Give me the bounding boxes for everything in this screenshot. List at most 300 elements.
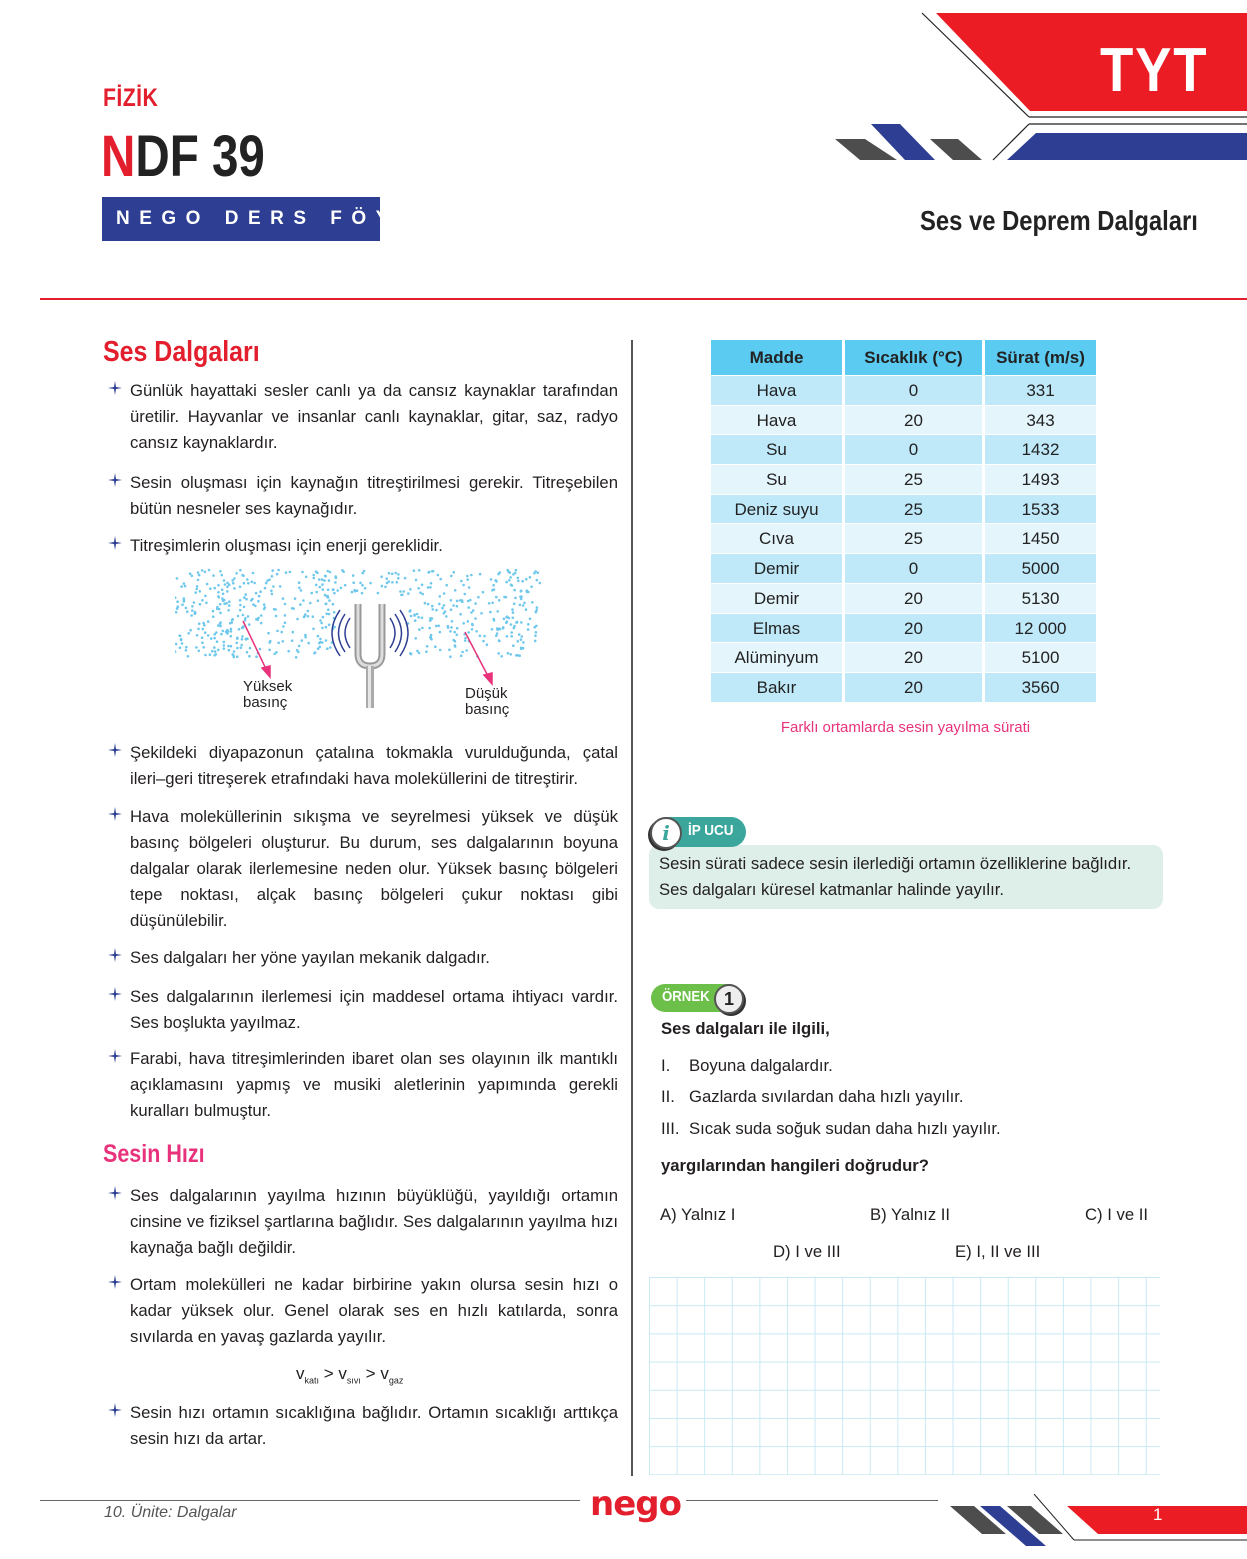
- air-molecule: [508, 579, 511, 582]
- table-cell: Su: [711, 434, 842, 464]
- air-molecule: [421, 627, 424, 630]
- air-molecule: [427, 571, 430, 574]
- air-molecule: [315, 584, 318, 587]
- booklet-code: [101, 124, 265, 189]
- table-cell: 0: [845, 553, 982, 583]
- publisher-logo: nego: [590, 1484, 681, 1524]
- air-molecule: [207, 620, 210, 623]
- air-molecule: [207, 634, 210, 637]
- air-molecule: [320, 622, 323, 625]
- air-molecule: [492, 618, 495, 621]
- air-molecule: [414, 619, 417, 622]
- air-molecule: [215, 631, 218, 634]
- air-molecule: [264, 587, 267, 590]
- air-molecule: [498, 599, 501, 602]
- air-molecule: [434, 645, 437, 648]
- air-molecule: [518, 654, 521, 657]
- air-molecule: [424, 602, 427, 605]
- air-molecule: [496, 610, 499, 613]
- air-molecule: [180, 639, 183, 642]
- air-molecule: [223, 602, 226, 605]
- air-molecule: [324, 603, 327, 606]
- air-molecule: [498, 571, 501, 574]
- air-molecule: [238, 628, 241, 631]
- air-molecule: [401, 594, 404, 597]
- air-molecule: [209, 587, 212, 590]
- air-molecule: [536, 606, 539, 609]
- air-molecule: [418, 628, 421, 631]
- air-molecule: [239, 604, 242, 607]
- air-molecule: [307, 615, 310, 618]
- air-molecule: [267, 632, 270, 635]
- air-molecule: [276, 630, 279, 633]
- air-molecule: [413, 569, 416, 572]
- air-molecule: [190, 614, 193, 617]
- air-molecule: [298, 581, 301, 584]
- statement-text: Sıcak suda soğuk sudan daha hızlı yayılır.: [689, 1119, 1001, 1138]
- air-molecule: [506, 569, 509, 572]
- air-molecule: [510, 623, 513, 626]
- air-molecule: [431, 605, 434, 608]
- air-molecule: [258, 595, 261, 598]
- air-molecule: [217, 649, 220, 652]
- air-molecule: [201, 569, 204, 572]
- air-molecule: [217, 591, 220, 594]
- air-molecule: [431, 617, 434, 620]
- air-molecule: [322, 616, 325, 619]
- air-molecule: [450, 599, 453, 602]
- bullet-text: Farabi, hava titreşimlerinden ibaret olan ses olayının ilk mantıklı açıklamasını yapmış ve musiki aletlerinin yapımında gerekli kuralları bulmuştur.: [130, 1049, 618, 1120]
- air-molecule: [497, 652, 500, 655]
- air-molecule: [184, 585, 187, 588]
- air-molecule: [509, 653, 512, 656]
- air-molecule: [233, 650, 236, 653]
- air-molecule: [456, 627, 459, 630]
- air-molecule: [242, 614, 245, 617]
- choice-c[interactable]: C) I ve II: [1085, 1205, 1149, 1224]
- air-molecule: [197, 571, 200, 574]
- air-molecule: [471, 624, 474, 627]
- air-molecule: [239, 586, 242, 589]
- air-molecule: [248, 655, 251, 658]
- air-molecule: [176, 607, 179, 610]
- air-molecule: [529, 576, 532, 579]
- air-molecule: [179, 646, 182, 649]
- choice-e[interactable]: E) I, II ve III: [955, 1242, 1041, 1261]
- table-cell: 0: [845, 434, 982, 464]
- air-molecule: [221, 589, 224, 592]
- air-molecule: [430, 634, 433, 637]
- table-cell: 1450: [985, 523, 1096, 553]
- label-line: basınç: [465, 701, 510, 718]
- air-molecule: [328, 579, 331, 582]
- bullet-item: [108, 740, 618, 792]
- air-molecule: [327, 608, 330, 611]
- air-molecule: [421, 584, 424, 587]
- air-molecule: [298, 645, 301, 648]
- air-molecule: [176, 600, 179, 603]
- air-molecule: [242, 575, 245, 578]
- statement-2: [661, 1087, 964, 1107]
- air-molecule: [213, 637, 216, 640]
- air-molecule: [277, 642, 280, 645]
- air-molecule: [418, 652, 421, 655]
- air-molecule: [472, 609, 475, 612]
- air-molecule: [304, 613, 307, 616]
- table-cell: Alüminyum: [711, 642, 842, 672]
- air-molecule: [439, 649, 442, 652]
- air-molecule: [427, 603, 430, 606]
- air-molecule: [426, 645, 429, 648]
- air-molecule: [273, 608, 276, 611]
- bullet-text: Hava moleküllerinin sıkışma ve seyrelmesi yüksek ve düşük basınç bölgeleri oluşturur. Bu durum, ses dalgalarının boyuna dalgalar olarak ilerlemesine neden olur. Yüksek basınç bölgeleri tepe noktası, alçak basınç bölgeleri çukur noktası gibi düşünülebilir.: [130, 807, 618, 930]
- air-molecule: [219, 612, 222, 615]
- subject-label: FİZİK: [103, 84, 159, 112]
- air-molecule: [333, 626, 336, 629]
- air-molecule: [482, 591, 485, 594]
- choice-d[interactable]: D) I ve III: [773, 1242, 841, 1261]
- air-molecule: [210, 637, 213, 640]
- statement-3: [661, 1119, 1001, 1139]
- bullet-text: Sesin hızı ortamın sıcaklığına bağlıdır. Ortamın sıcaklığı arttıkça sesin hızı da artar.: [130, 1403, 618, 1448]
- header-divider: [40, 298, 1247, 300]
- air-molecule: [300, 589, 303, 592]
- air-molecule: [312, 628, 315, 631]
- air-molecule: [223, 644, 226, 647]
- air-molecule: [520, 621, 523, 624]
- air-molecule: [284, 614, 287, 617]
- stripe-gray-1: [835, 139, 897, 160]
- air-molecule: [491, 628, 494, 631]
- air-molecule: [208, 569, 211, 572]
- air-molecule: [175, 596, 177, 599]
- table-cell: Cıva: [711, 523, 842, 553]
- bullet-item: [108, 1046, 618, 1124]
- air-molecule: [512, 617, 515, 620]
- air-molecule: [537, 571, 540, 574]
- table-cell: 1493: [985, 464, 1096, 494]
- air-molecule: [301, 571, 304, 574]
- table-row: [711, 642, 1099, 672]
- label-line: Düşük: [465, 685, 508, 702]
- air-molecule: [274, 653, 277, 656]
- example-number: 1: [714, 984, 744, 1014]
- air-molecule: [197, 579, 200, 582]
- air-molecule: [431, 608, 434, 611]
- air-molecule: [430, 638, 433, 641]
- air-molecule: [454, 645, 457, 648]
- table-header-cell: Sürat (m/s): [985, 340, 1096, 375]
- air-molecule: [512, 573, 515, 576]
- air-molecule: [520, 590, 523, 593]
- air-molecule: [352, 581, 355, 584]
- air-molecule: [244, 619, 247, 622]
- bullet-item: [108, 804, 618, 934]
- air-molecule: [451, 620, 454, 623]
- air-molecule: [527, 628, 530, 631]
- air-molecule: [369, 582, 372, 585]
- air-molecule: [203, 624, 206, 627]
- air-molecule: [282, 597, 285, 600]
- air-molecule: [242, 626, 245, 629]
- air-molecule: [435, 609, 438, 612]
- air-molecule: [271, 569, 274, 572]
- air-molecule: [271, 575, 274, 578]
- booklet-code-initial: N: [101, 124, 136, 189]
- air-molecule: [236, 647, 239, 650]
- table-cell: Demir: [711, 583, 842, 613]
- air-molecule: [332, 589, 335, 592]
- air-molecule: [191, 575, 194, 578]
- air-molecule: [289, 571, 292, 574]
- air-molecule: [388, 572, 391, 575]
- air-molecule: [511, 584, 514, 587]
- air-molecule: [265, 582, 268, 585]
- table-cell: Deniz suyu: [711, 494, 842, 524]
- air-molecule: [204, 654, 207, 657]
- air-molecule: [183, 582, 186, 585]
- air-molecule: [305, 576, 308, 579]
- air-molecule: [219, 603, 222, 606]
- star-bullet-icon: [108, 948, 122, 962]
- air-molecule: [466, 575, 469, 578]
- air-molecule: [513, 589, 516, 592]
- topic-title: Ses ve Deprem Dalgaları: [920, 205, 1198, 236]
- air-molecule: [329, 646, 332, 649]
- air-molecule: [464, 639, 467, 642]
- formula-v: v: [338, 1364, 347, 1383]
- air-molecule: [418, 569, 421, 572]
- air-molecule: [518, 633, 521, 636]
- bullet-item: [108, 533, 618, 559]
- banner-blue-band: [1007, 133, 1247, 160]
- air-molecule: [251, 581, 254, 584]
- air-molecule: [255, 618, 258, 621]
- tip-text: Sesin sürati sadece sesin ilerlediği ortamın özelliklerine bağlıdır. Ses dalgaları küresel katmanlar halinde yayılır.: [659, 854, 1132, 899]
- table-cell: 20: [845, 583, 982, 613]
- air-molecule: [328, 599, 331, 602]
- air-molecule: [431, 570, 434, 573]
- air-molecule: [456, 600, 459, 603]
- table-cell: 0: [845, 375, 982, 405]
- air-molecule: [233, 587, 236, 590]
- table-cell: Elmas: [711, 613, 842, 643]
- bullet-text: Ses dalgaları her yöne yayılan mekanik dalgadır.: [130, 948, 490, 967]
- air-molecule: [239, 569, 242, 572]
- air-molecule: [232, 654, 235, 657]
- air-molecule: [279, 585, 282, 588]
- air-molecule: [321, 627, 324, 630]
- formula-v: v: [296, 1364, 305, 1383]
- air-molecule: [539, 582, 542, 585]
- air-molecule: [325, 626, 328, 629]
- bullet-item: [108, 1183, 618, 1261]
- air-molecule: [271, 593, 274, 596]
- table-cell: Su: [711, 464, 842, 494]
- air-molecule: [259, 648, 262, 651]
- air-molecule: [514, 597, 517, 600]
- air-molecule: [474, 617, 477, 620]
- air-molecule: [511, 608, 514, 611]
- air-molecule: [292, 631, 295, 634]
- info-icon: [650, 817, 682, 849]
- air-molecule: [312, 574, 315, 577]
- air-molecule: [319, 619, 322, 622]
- air-molecule: [535, 611, 538, 614]
- air-molecule: [268, 641, 271, 644]
- table-row: [711, 613, 1099, 643]
- air-molecule: [291, 607, 294, 610]
- air-molecule: [407, 592, 410, 595]
- air-molecule: [220, 633, 223, 636]
- air-molecule: [480, 612, 483, 615]
- section-title-ses-dalgalari: Ses Dalgaları: [103, 336, 260, 368]
- air-molecule: [284, 603, 287, 606]
- air-molecule: [196, 585, 199, 588]
- statement-number: III.: [661, 1119, 680, 1138]
- air-molecule: [237, 615, 240, 618]
- air-molecule: [529, 618, 532, 621]
- air-molecule: [515, 569, 518, 572]
- air-molecule: [310, 592, 313, 595]
- label-line: Yüksek: [243, 678, 293, 695]
- air-molecule: [199, 603, 202, 606]
- air-molecule: [189, 572, 192, 575]
- air-molecule: [447, 626, 450, 629]
- air-molecule: [535, 631, 538, 634]
- air-molecule: [467, 606, 470, 609]
- air-molecule: [244, 593, 247, 596]
- air-molecule: [443, 592, 446, 595]
- air-molecule: [507, 652, 510, 655]
- air-molecule: [505, 581, 508, 584]
- bullet-text: Günlük hayattaki sesler canlı ya da cansız kaynaklar tarafından üretilir. Hayvanlar ve insanlar canlı kaynaklar, gitar, saz, radyo cansız kaynaklardır.: [130, 381, 618, 452]
- air-molecule: [465, 649, 468, 652]
- example-label: ÖRNEK: [662, 988, 710, 1005]
- air-molecule: [421, 617, 424, 620]
- air-molecule: [227, 645, 230, 648]
- table-row: [711, 553, 1099, 583]
- air-molecule: [249, 647, 252, 650]
- air-molecule: [194, 591, 197, 594]
- air-molecule: [490, 578, 493, 581]
- air-molecule: [522, 604, 525, 607]
- air-molecule: [236, 655, 239, 658]
- air-molecule: [530, 585, 533, 588]
- statement-1: [661, 1056, 833, 1076]
- air-molecule: [429, 619, 432, 622]
- air-molecule: [180, 585, 183, 588]
- air-molecule: [204, 595, 207, 598]
- table-cell: Demir: [711, 553, 842, 583]
- air-molecule: [333, 592, 336, 595]
- air-molecule: [381, 585, 384, 588]
- air-molecule: [319, 638, 322, 641]
- air-molecule: [291, 639, 294, 642]
- air-molecule: [454, 589, 457, 592]
- air-molecule: [435, 625, 438, 628]
- air-molecule: [191, 605, 194, 608]
- air-molecule: [521, 580, 524, 583]
- air-molecule: [185, 649, 188, 652]
- footer-stripes-graphic: [950, 1494, 1247, 1549]
- air-molecule: [493, 588, 496, 591]
- statement-number: II.: [661, 1087, 675, 1106]
- air-molecule: [317, 635, 320, 638]
- air-molecule: [450, 575, 453, 578]
- footer-rule-right: [686, 1500, 938, 1501]
- exam-label: TYT: [1100, 36, 1209, 105]
- air-molecule: [276, 573, 279, 576]
- air-molecule: [214, 650, 217, 653]
- air-molecule: [453, 631, 456, 634]
- air-molecule: [380, 575, 383, 578]
- air-molecule: [525, 578, 528, 581]
- air-molecule: [241, 635, 244, 638]
- table-cell: 20: [845, 405, 982, 435]
- air-molecule: [533, 572, 536, 575]
- choice-b[interactable]: B) Yalnız II: [870, 1205, 951, 1224]
- air-molecule: [315, 591, 318, 594]
- air-molecule: [519, 596, 522, 599]
- choice-a[interactable]: A) Yalnız I: [660, 1205, 736, 1224]
- air-molecule: [186, 610, 189, 613]
- air-molecule: [226, 585, 229, 588]
- bullet-text: Ortam molekülleri ne kadar birbirine yakın olursa sesin hızı o kadar yüksek olur. Genel olarak ses en hızlı katılarda, sonra sıvılarda en yavaş gazlarda yayılır.: [130, 1275, 618, 1346]
- air-molecule: [266, 579, 269, 582]
- air-molecule: [247, 615, 250, 618]
- air-molecule: [176, 577, 179, 580]
- air-molecule: [437, 574, 440, 577]
- statement-text: Gazlarda sıvılardan daha hızlı yayılır.: [689, 1087, 964, 1106]
- air-molecule: [201, 636, 204, 639]
- table-cell: 20: [845, 672, 982, 702]
- table-row: [711, 405, 1099, 435]
- star-bullet-icon: [108, 807, 122, 821]
- air-molecule: [417, 587, 420, 590]
- air-molecule: [296, 649, 299, 652]
- table-row: [711, 583, 1099, 613]
- air-molecule: [460, 655, 463, 658]
- air-molecule: [409, 652, 412, 655]
- air-molecule: [520, 647, 523, 650]
- air-molecule: [198, 650, 201, 653]
- table-row: [711, 672, 1099, 702]
- air-molecule: [449, 655, 452, 658]
- table-body: [711, 375, 1099, 702]
- air-molecule: [448, 649, 451, 652]
- formula-op: >: [365, 1364, 376, 1383]
- air-molecule: [450, 608, 453, 611]
- air-molecule: [391, 573, 394, 576]
- air-molecule: [198, 622, 201, 625]
- air-molecule: [409, 609, 412, 612]
- air-molecule: [225, 631, 228, 634]
- air-molecule: [515, 654, 518, 657]
- air-molecule: [397, 577, 400, 580]
- air-molecule: [510, 631, 513, 634]
- table-row: [711, 494, 1099, 524]
- air-molecule: [235, 572, 238, 575]
- air-molecule: [437, 625, 440, 628]
- air-molecule: [439, 578, 442, 581]
- air-molecule: [386, 582, 389, 585]
- table-cell: Hava: [711, 375, 842, 405]
- air-molecule: [245, 598, 248, 601]
- air-molecule: [213, 587, 216, 590]
- air-molecule: [414, 637, 417, 640]
- air-molecule: [464, 637, 467, 640]
